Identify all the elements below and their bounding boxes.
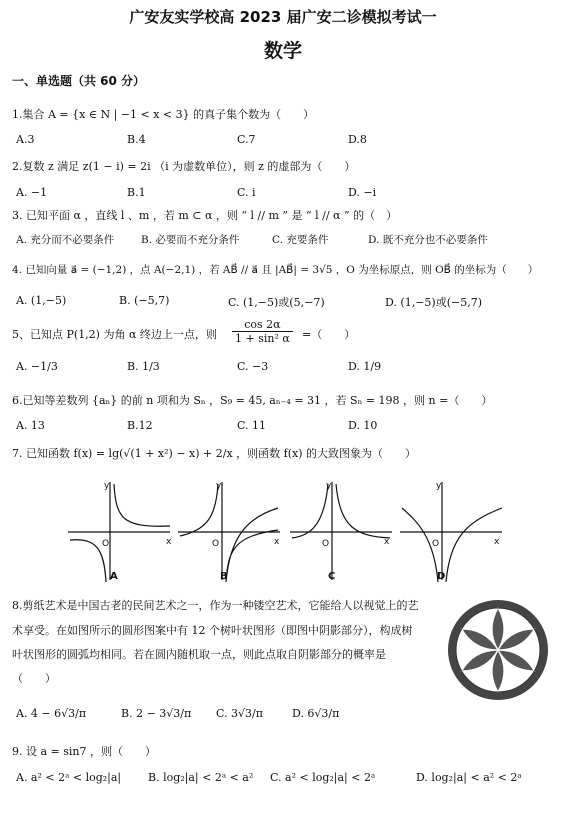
question-4-option-a: A. (1,−5) — [16, 294, 67, 307]
graph-b-origin: O — [212, 539, 220, 549]
graph-d — [400, 482, 502, 582]
question-5-stem-suffix: =（ ） — [302, 328, 356, 341]
question-5-stem-prefix: 5、已知点 P(1,2) 为角 α 终边上一点，则 — [12, 328, 217, 341]
graph-c-y-label: y — [326, 481, 332, 491]
question-7-stem: 7. 已知函数 f(x) = lg(√(1 + x²) − x) + 2/x ，则函数 f(x) 的大致图象为（ ） — [12, 447, 416, 460]
graph-b-y-label: y — [216, 481, 222, 491]
graph-a-x-label: x — [166, 537, 172, 547]
question-5-option-d: D. 1/9 — [348, 360, 382, 373]
question-8-line-3: 叶状图形的圆弧均相同。若在圆内随机取一点，则此点取自阴影部分的概率是 — [12, 648, 386, 661]
section-heading: 一、单选题（共 60 分） — [12, 74, 146, 88]
question-1-stem: 1.集合 A = {x ∈ N | −1 < x < 3} 的真子集个数为（ ） — [12, 108, 315, 121]
graph-b-x-label: x — [274, 537, 280, 547]
question-5-denominator: 1 + sin² α — [235, 332, 290, 345]
question-3-option-d: D. 既不充分也不必要条件 — [368, 234, 488, 246]
question-7-option-d: D — [437, 571, 446, 582]
question-3-option-c: C. 充要条件 — [272, 234, 329, 246]
question-3-option-a: A. 充分而不必要条件 — [16, 234, 115, 246]
question-5-option-c: C. −3 — [237, 360, 269, 373]
graph-c-origin: O — [322, 539, 330, 549]
question-9-option-b: B. log₂|a| < 2ᵃ < a² — [148, 771, 254, 784]
question-7-option-b: B — [220, 571, 228, 582]
question-4-option-c: C. (1,−5)或(5,−7) — [228, 296, 325, 309]
question-7-option-a: A — [110, 571, 118, 582]
question-8-option-c: C. 3√3/π — [216, 707, 263, 720]
question-6-option-d: D. 10 — [348, 419, 378, 432]
question-5-option-b: B. 1/3 — [127, 360, 160, 373]
graph-d-x-label: x — [494, 537, 500, 547]
question-1-option-b: B.4 — [127, 133, 146, 146]
question-8-line-1: 8.剪纸艺术是中国古老的民间艺术之一，作为一种镂空艺术，它能给人以视觉上的艺 — [12, 599, 419, 612]
question-1-option-a: A.3 — [16, 133, 35, 146]
question-4-option-d: D. (1,−5)或(−5,7) — [385, 296, 483, 309]
question-4-stem: 4. 已知向量 a⃗ = (−1,2) ，点 A(−2,1) ，若 AB⃗ // a⃗ 且 |AB⃗| = 3√5 ，O 为坐标原点，则 OB⃗ 的坐标为（ ） — [12, 264, 539, 276]
question-5-numerator: cos 2α — [232, 318, 293, 332]
papercut-circle-figure — [446, 598, 550, 702]
question-6-option-a: A. 13 — [16, 419, 45, 432]
question-6-option-c: C. 11 — [237, 419, 267, 432]
question-8-line-2: 术享受。在如图所示的圆形图案中有 12 个树叶状图形（即图中阴影部分），构成树 — [12, 624, 413, 637]
question-3-option-b: B. 必要而不充分条件 — [141, 234, 240, 246]
graph-a-origin: O — [102, 539, 110, 549]
question-1-option-d: D.8 — [348, 133, 367, 146]
graph-c-x-label: x — [384, 537, 390, 547]
question-2-option-a: A. −1 — [16, 186, 48, 199]
graph-b — [178, 482, 280, 582]
question-2-option-d: D. −i — [348, 186, 377, 199]
question-6-option-b: B.12 — [127, 419, 153, 432]
graph-a-y-label: y — [104, 481, 110, 491]
exam-title: 广安友实学校高 2023 届广安二诊模拟考试一 — [129, 8, 437, 26]
question-9-stem: 9. 设 a = sin7 ，则（ ） — [12, 745, 156, 758]
question-6-stem: 6.已知等差数列 {aₙ} 的前 n 项和为 Sₙ ，S₉ = 45, aₙ₋₄ = 31 ，若 Sₙ = 198 ，则 n =（ ） — [12, 394, 493, 407]
question-2-stem: 2.复数 z 满足 z(1 − i) = 2i （i 为虚数单位），则 z 的虚部为（ ） — [12, 160, 356, 173]
question-4-option-b: B. (−5,7) — [119, 294, 170, 307]
question-3-stem: 3. 已知平面 α ，直线 l 、m ，若 m ⊂ α ，则 “ l // m ” 是 “ l // α ” 的（ ） — [12, 209, 398, 222]
question-8-option-d: D. 6√3/π — [292, 707, 340, 720]
exam-subject: 数学 — [263, 40, 302, 62]
question-1-option-c: C.7 — [237, 133, 256, 146]
question-5-fraction — [232, 318, 293, 345]
question-5-option-a: A. −1/3 — [16, 360, 58, 373]
question-8-line-4: （ ） — [12, 672, 56, 685]
question-9-option-a: A. a² < 2ᵃ < log₂|a| — [16, 771, 122, 784]
question-9-option-d: D. log₂|a| < a² < 2ᵃ — [416, 771, 522, 784]
question-2-option-b: B.1 — [127, 186, 146, 199]
graph-a — [68, 482, 170, 582]
question-2-option-c: C. i — [237, 186, 256, 199]
question-8-option-b: B. 2 − 3√3/π — [121, 707, 192, 720]
graph-d-y-label: y — [436, 481, 442, 491]
graph-d-origin: O — [432, 539, 440, 549]
question-8-option-a: A. 4 − 6√3/π — [16, 707, 87, 720]
graph-c — [290, 482, 392, 580]
question-7-option-c: C — [328, 571, 336, 582]
question-9-option-c: C. a² < log₂|a| < 2ᵃ — [270, 771, 376, 784]
